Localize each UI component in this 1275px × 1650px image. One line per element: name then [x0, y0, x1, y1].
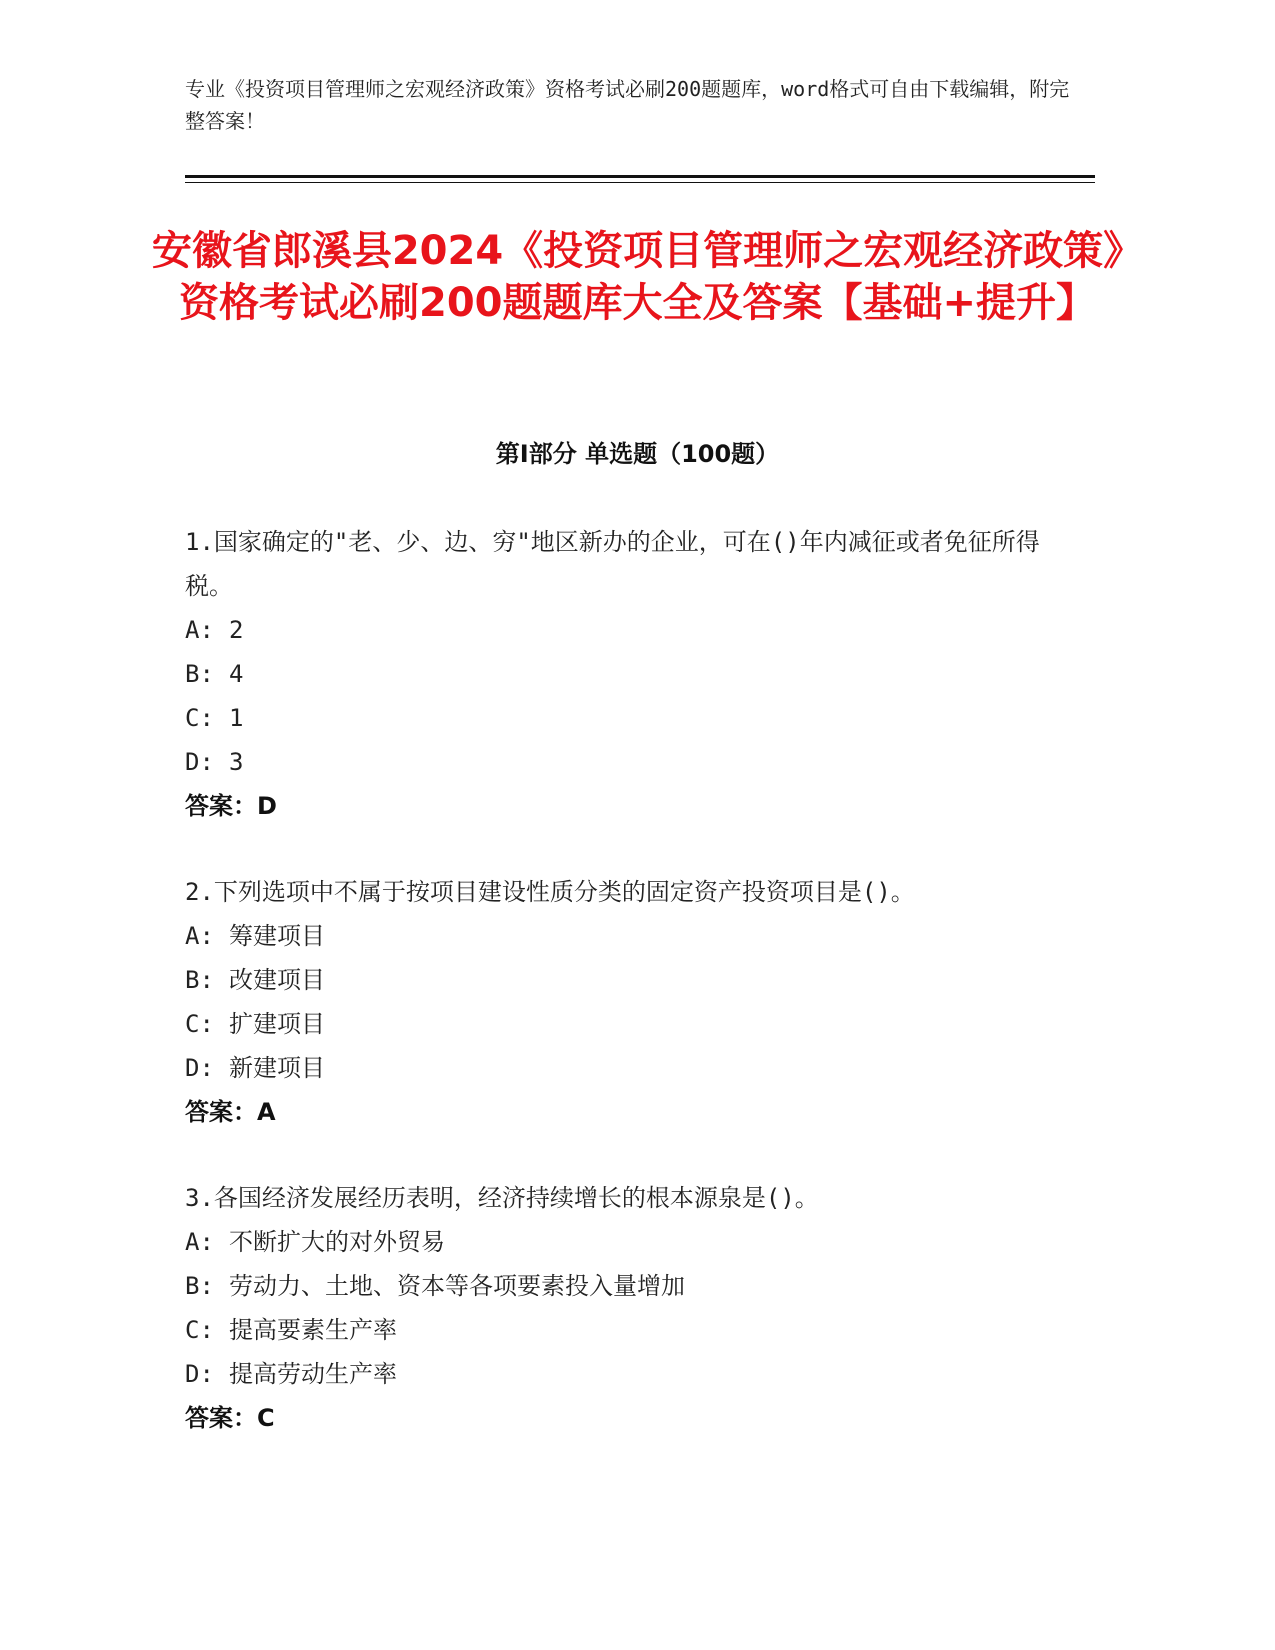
option-text: 提高劳动生产率 — [229, 1360, 397, 1388]
option-letter: D: — [185, 1054, 214, 1082]
answer-line: 答案：C — [185, 1404, 275, 1432]
option-text: 筹建项目 — [229, 922, 325, 950]
option-text: 新建项目 — [229, 1054, 325, 1082]
answer-line: 答案：A — [185, 1098, 276, 1126]
option-c — [185, 1002, 1065, 1046]
option-d — [185, 1352, 1065, 1396]
option-b — [185, 1264, 1065, 1308]
option-c — [185, 1308, 1065, 1352]
option-letter: C: — [185, 1316, 214, 1344]
document-title: 安徽省郎溪县2024《投资项目管理师之宏观经济政策》资格考试必刷200题题库大全及答案【基础+提升】 — [151, 228, 1124, 326]
header-divider-thick — [185, 175, 1095, 178]
question-list — [185, 520, 1065, 1482]
option-b — [185, 652, 1065, 696]
question-1 — [185, 520, 1065, 828]
option-letter: B: — [185, 966, 214, 994]
question-3 — [185, 1176, 1065, 1440]
option-letter: A: — [185, 616, 214, 644]
option-letter: A: — [185, 922, 214, 950]
option-letter: A: — [185, 1228, 214, 1256]
option-letter: B: — [185, 1272, 214, 1300]
question-stem: 3.各国经济发展经历表明，经济持续增长的根本源泉是()。 — [185, 1184, 819, 1212]
question-stem: 2.下列选项中不属于按项目建设性质分类的固定资产投资项目是()。 — [185, 878, 915, 906]
option-letter: D: — [185, 748, 214, 776]
option-text: 扩建项目 — [229, 1010, 325, 1038]
option-text: 2 — [229, 616, 244, 644]
answer-line: 答案：D — [185, 792, 277, 820]
question-stem: 1.国家确定的"老、少、边、穷"地区新办的企业，可在()年内减征或者免征所得税。 — [185, 528, 1040, 600]
option-text: 3 — [229, 748, 244, 776]
option-text: 4 — [229, 660, 244, 688]
option-b — [185, 958, 1065, 1002]
header-note: 专业《投资项目管理师之宏观经济政策》资格考试必刷200题题库，word格式可自由下载编辑，附完整答案！ — [185, 77, 1070, 133]
option-a — [185, 1220, 1065, 1264]
section-heading: 第Ⅰ部分 单选题（100题） — [495, 440, 780, 468]
option-a — [185, 608, 1065, 652]
option-letter: B: — [185, 660, 214, 688]
option-text: 不断扩大的对外贸易 — [229, 1228, 445, 1256]
option-letter: C: — [185, 1010, 214, 1038]
option-text: 劳动力、土地、资本等各项要素投入量增加 — [229, 1272, 685, 1300]
option-letter: D: — [185, 1360, 214, 1388]
option-letter: C: — [185, 704, 214, 732]
header-divider-thin — [185, 182, 1095, 183]
option-c — [185, 696, 1065, 740]
question-2 — [185, 870, 1065, 1134]
option-text: 改建项目 — [229, 966, 325, 994]
option-text: 提高要素生产率 — [229, 1316, 397, 1344]
option-text: 1 — [229, 704, 244, 732]
option-d — [185, 1046, 1065, 1090]
option-d — [185, 740, 1065, 784]
option-a — [185, 914, 1065, 958]
